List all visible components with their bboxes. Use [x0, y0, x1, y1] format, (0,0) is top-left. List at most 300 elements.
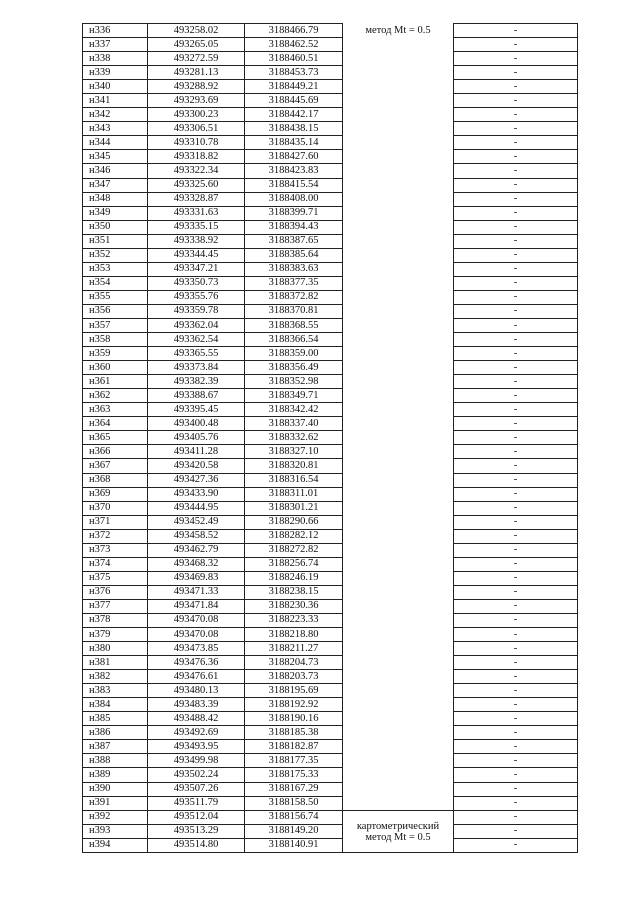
x-coordinate-cell: 493483.39 — [148, 698, 245, 712]
accuracy-cell: - — [454, 248, 578, 262]
y-coordinate-cell: 3188158.50 — [245, 796, 343, 810]
accuracy-cell: - — [454, 810, 578, 824]
accuracy-cell: - — [454, 375, 578, 389]
x-coordinate-cell: 493411.28 — [148, 445, 245, 459]
point-id-cell: н350 — [83, 220, 148, 234]
y-coordinate-cell: 3188223.33 — [245, 613, 343, 627]
x-coordinate-cell: 493322.34 — [148, 164, 245, 178]
point-id-cell: н377 — [83, 599, 148, 613]
accuracy-cell: - — [454, 740, 578, 754]
table-row — [83, 473, 578, 487]
x-coordinate-cell: 493359.78 — [148, 304, 245, 318]
table-row — [83, 136, 578, 150]
y-coordinate-cell: 3188385.64 — [245, 248, 343, 262]
y-coordinate-cell: 3188246.19 — [245, 571, 343, 585]
y-coordinate-cell: 3188462.52 — [245, 38, 343, 52]
accuracy-cell: - — [454, 333, 578, 347]
y-coordinate-cell: 3188177.35 — [245, 754, 343, 768]
y-coordinate-cell: 3188301.21 — [245, 501, 343, 515]
accuracy-cell: - — [454, 585, 578, 599]
y-coordinate-cell: 3188140.91 — [245, 838, 343, 852]
x-coordinate-cell: 493344.45 — [148, 248, 245, 262]
method-cell — [343, 24, 454, 811]
x-coordinate-cell: 493480.13 — [148, 684, 245, 698]
point-id-cell: н376 — [83, 585, 148, 599]
point-id-cell: н362 — [83, 389, 148, 403]
y-coordinate-cell: 3188256.74 — [245, 557, 343, 571]
accuracy-cell: - — [454, 276, 578, 290]
y-coordinate-cell: 3188427.60 — [245, 150, 343, 164]
y-coordinate-cell: 3188327.10 — [245, 445, 343, 459]
table-row — [83, 698, 578, 712]
accuracy-cell: - — [454, 599, 578, 613]
y-coordinate-cell: 3188203.73 — [245, 670, 343, 684]
table-row — [83, 543, 578, 557]
x-coordinate-cell: 493331.63 — [148, 206, 245, 220]
x-coordinate-cell: 493325.60 — [148, 178, 245, 192]
y-coordinate-cell: 3188399.71 — [245, 206, 343, 220]
point-id-cell: н390 — [83, 782, 148, 796]
table-row — [83, 66, 578, 80]
y-coordinate-cell: 3188349.71 — [245, 389, 343, 403]
accuracy-cell: - — [454, 501, 578, 515]
table-row — [83, 403, 578, 417]
point-id-cell: н393 — [83, 824, 148, 838]
x-coordinate-cell: 493499.98 — [148, 754, 245, 768]
accuracy-cell: - — [454, 684, 578, 698]
x-coordinate-cell: 493388.67 — [148, 389, 245, 403]
x-coordinate-cell: 493469.83 — [148, 571, 245, 585]
y-coordinate-cell: 3188466.79 — [245, 24, 343, 38]
accuracy-cell: - — [454, 122, 578, 136]
table-row — [83, 220, 578, 234]
point-id-cell: н360 — [83, 361, 148, 375]
point-id-cell: н365 — [83, 431, 148, 445]
accuracy-cell: - — [454, 192, 578, 206]
point-id-cell: н378 — [83, 613, 148, 627]
accuracy-cell: - — [454, 712, 578, 726]
table-row — [83, 38, 578, 52]
point-id-cell: н352 — [83, 248, 148, 262]
x-coordinate-cell: 493265.05 — [148, 38, 245, 52]
x-coordinate-cell: 493473.85 — [148, 642, 245, 656]
table-row — [83, 375, 578, 389]
table-row — [83, 417, 578, 431]
table-row — [83, 262, 578, 276]
point-id-cell: н366 — [83, 445, 148, 459]
table-row — [83, 290, 578, 304]
accuracy-cell: - — [454, 318, 578, 332]
point-id-cell: н382 — [83, 670, 148, 684]
y-coordinate-cell: 3188387.65 — [245, 234, 343, 248]
table-row — [83, 515, 578, 529]
table-row — [83, 740, 578, 754]
x-coordinate-cell: 493493.95 — [148, 740, 245, 754]
y-coordinate-cell: 3188359.00 — [245, 347, 343, 361]
point-id-cell: н348 — [83, 192, 148, 206]
x-coordinate-cell: 493471.84 — [148, 599, 245, 613]
y-coordinate-cell: 3188372.82 — [245, 290, 343, 304]
y-coordinate-cell: 3188453.73 — [245, 66, 343, 80]
point-id-cell: н369 — [83, 487, 148, 501]
x-coordinate-cell: 493335.15 — [148, 220, 245, 234]
point-id-cell: н353 — [83, 262, 148, 276]
table-row — [83, 276, 578, 290]
point-id-cell: н337 — [83, 38, 148, 52]
y-coordinate-cell: 3188438.15 — [245, 122, 343, 136]
point-id-cell: н340 — [83, 80, 148, 94]
x-coordinate-cell: 493306.51 — [148, 122, 245, 136]
x-coordinate-cell: 493502.24 — [148, 768, 245, 782]
table-row — [83, 529, 578, 543]
x-coordinate-cell: 493362.04 — [148, 318, 245, 332]
method-note-top: метод Mt = 0.5 — [365, 24, 431, 36]
x-coordinate-cell: 493471.33 — [148, 585, 245, 599]
table-row — [83, 164, 578, 178]
accuracy-cell: - — [454, 515, 578, 529]
y-coordinate-cell: 3188211.27 — [245, 642, 343, 656]
y-coordinate-cell: 3188290.66 — [245, 515, 343, 529]
accuracy-cell: - — [454, 768, 578, 782]
x-coordinate-cell: 493476.61 — [148, 670, 245, 684]
y-coordinate-cell: 3188156.74 — [245, 810, 343, 824]
table-row — [83, 599, 578, 613]
y-coordinate-cell: 3188352.98 — [245, 375, 343, 389]
point-id-cell: н359 — [83, 347, 148, 361]
y-coordinate-cell: 3188370.81 — [245, 304, 343, 318]
x-coordinate-cell: 493355.76 — [148, 290, 245, 304]
table-row — [83, 838, 578, 852]
table-row — [83, 824, 578, 838]
table-row — [83, 585, 578, 599]
y-coordinate-cell: 3188282.12 — [245, 529, 343, 543]
point-id-cell: н363 — [83, 403, 148, 417]
x-coordinate-cell: 493328.87 — [148, 192, 245, 206]
point-id-cell: н389 — [83, 768, 148, 782]
point-id-cell: н374 — [83, 557, 148, 571]
point-id-cell: н338 — [83, 52, 148, 66]
table-row — [83, 24, 578, 38]
accuracy-cell: - — [454, 80, 578, 94]
method-note-bottom: картометрический метод Mt = 0.5 — [356, 820, 440, 843]
x-coordinate-cell: 493362.54 — [148, 333, 245, 347]
table-row — [83, 52, 578, 66]
x-coordinate-cell: 493512.04 — [148, 810, 245, 824]
table-row — [83, 613, 578, 627]
accuracy-cell: - — [454, 571, 578, 585]
x-coordinate-cell: 493395.45 — [148, 403, 245, 417]
point-id-cell: н347 — [83, 178, 148, 192]
accuracy-cell: - — [454, 459, 578, 473]
accuracy-cell: - — [454, 108, 578, 122]
accuracy-cell: - — [454, 290, 578, 304]
point-id-cell: н392 — [83, 810, 148, 824]
table-row — [83, 656, 578, 670]
x-coordinate-cell: 493288.92 — [148, 80, 245, 94]
y-coordinate-cell: 3188272.82 — [245, 543, 343, 557]
x-coordinate-cell: 493470.08 — [148, 613, 245, 627]
point-id-cell: н386 — [83, 726, 148, 740]
table-row — [83, 782, 578, 796]
accuracy-cell: - — [454, 543, 578, 557]
table-row — [83, 108, 578, 122]
accuracy-cell: - — [454, 838, 578, 852]
y-coordinate-cell: 3188238.15 — [245, 585, 343, 599]
point-id-cell: н391 — [83, 796, 148, 810]
accuracy-cell: - — [454, 52, 578, 66]
point-id-cell: н371 — [83, 515, 148, 529]
x-coordinate-cell: 493511.79 — [148, 796, 245, 810]
accuracy-cell: - — [454, 150, 578, 164]
point-id-cell: н388 — [83, 754, 148, 768]
accuracy-cell: - — [454, 642, 578, 656]
y-coordinate-cell: 3188342.42 — [245, 403, 343, 417]
accuracy-cell: - — [454, 431, 578, 445]
y-coordinate-cell: 3188190.16 — [245, 712, 343, 726]
point-id-cell: н383 — [83, 684, 148, 698]
accuracy-cell: - — [454, 403, 578, 417]
y-coordinate-cell: 3188175.33 — [245, 768, 343, 782]
accuracy-cell: - — [454, 206, 578, 220]
accuracy-cell: - — [454, 445, 578, 459]
coordinates-table-body — [83, 24, 578, 853]
y-coordinate-cell: 3188182.87 — [245, 740, 343, 754]
y-coordinate-cell: 3188366.54 — [245, 333, 343, 347]
coordinates-table — [82, 23, 578, 853]
y-coordinate-cell: 3188230.36 — [245, 599, 343, 613]
accuracy-cell: - — [454, 178, 578, 192]
point-id-cell: н364 — [83, 417, 148, 431]
x-coordinate-cell: 493347.21 — [148, 262, 245, 276]
y-coordinate-cell: 3188449.21 — [245, 80, 343, 94]
accuracy-cell: - — [454, 529, 578, 543]
y-coordinate-cell: 3188415.54 — [245, 178, 343, 192]
x-coordinate-cell: 493452.49 — [148, 515, 245, 529]
point-id-cell: н387 — [83, 740, 148, 754]
x-coordinate-cell: 493300.23 — [148, 108, 245, 122]
table-row — [83, 234, 578, 248]
x-coordinate-cell: 493444.95 — [148, 501, 245, 515]
accuracy-cell: - — [454, 262, 578, 276]
point-id-cell: н384 — [83, 698, 148, 712]
table-row — [83, 571, 578, 585]
y-coordinate-cell: 3188332.62 — [245, 431, 343, 445]
accuracy-cell: - — [454, 698, 578, 712]
accuracy-cell: - — [454, 304, 578, 318]
x-coordinate-cell: 493507.26 — [148, 782, 245, 796]
y-coordinate-cell: 3188167.29 — [245, 782, 343, 796]
table-row — [83, 796, 578, 810]
y-coordinate-cell: 3188442.17 — [245, 108, 343, 122]
point-id-cell: н373 — [83, 543, 148, 557]
table-row — [83, 768, 578, 782]
point-id-cell: н342 — [83, 108, 148, 122]
table-row — [83, 670, 578, 684]
x-coordinate-cell: 493318.82 — [148, 150, 245, 164]
y-coordinate-cell: 3188423.83 — [245, 164, 343, 178]
table-row — [83, 122, 578, 136]
point-id-cell: н367 — [83, 459, 148, 473]
table-row — [83, 389, 578, 403]
point-id-cell: н357 — [83, 318, 148, 332]
table-row — [83, 150, 578, 164]
point-id-cell: н354 — [83, 276, 148, 290]
point-id-cell: н394 — [83, 838, 148, 852]
accuracy-cell: - — [454, 417, 578, 431]
accuracy-cell: - — [454, 389, 578, 403]
accuracy-cell: - — [454, 473, 578, 487]
x-coordinate-cell: 493492.69 — [148, 726, 245, 740]
accuracy-cell: - — [454, 487, 578, 501]
x-coordinate-cell: 493405.76 — [148, 431, 245, 445]
x-coordinate-cell: 493258.02 — [148, 24, 245, 38]
point-id-cell: н380 — [83, 642, 148, 656]
accuracy-cell: - — [454, 220, 578, 234]
table-row — [83, 712, 578, 726]
table-row — [83, 347, 578, 361]
accuracy-cell: - — [454, 361, 578, 375]
point-id-cell: н381 — [83, 656, 148, 670]
accuracy-cell: - — [454, 670, 578, 684]
point-id-cell: н351 — [83, 234, 148, 248]
point-id-cell: н341 — [83, 94, 148, 108]
accuracy-cell: - — [454, 656, 578, 670]
table-row — [83, 726, 578, 740]
y-coordinate-cell: 3188435.14 — [245, 136, 343, 150]
table-row — [83, 178, 578, 192]
x-coordinate-cell: 493458.52 — [148, 529, 245, 543]
method-cell-bottom — [343, 810, 454, 852]
table-row — [83, 557, 578, 571]
y-coordinate-cell: 3188356.49 — [245, 361, 343, 375]
point-id-cell: н358 — [83, 333, 148, 347]
accuracy-cell: - — [454, 24, 578, 38]
accuracy-cell: - — [454, 347, 578, 361]
y-coordinate-cell: 3188383.63 — [245, 262, 343, 276]
table-row — [83, 754, 578, 768]
table-row — [83, 431, 578, 445]
y-coordinate-cell: 3188311.01 — [245, 487, 343, 501]
y-coordinate-cell: 3188204.73 — [245, 656, 343, 670]
y-coordinate-cell: 3188316.54 — [245, 473, 343, 487]
y-coordinate-cell: 3188368.55 — [245, 318, 343, 332]
point-id-cell: н336 — [83, 24, 148, 38]
accuracy-cell: - — [454, 94, 578, 108]
table-row — [83, 192, 578, 206]
y-coordinate-cell: 3188320.81 — [245, 459, 343, 473]
table-row — [83, 206, 578, 220]
accuracy-cell: - — [454, 613, 578, 627]
table-row — [83, 248, 578, 262]
point-id-cell: н370 — [83, 501, 148, 515]
x-coordinate-cell: 493513.29 — [148, 824, 245, 838]
table-row — [83, 333, 578, 347]
x-coordinate-cell: 493476.36 — [148, 656, 245, 670]
x-coordinate-cell: 493433.90 — [148, 487, 245, 501]
x-coordinate-cell: 493310.78 — [148, 136, 245, 150]
accuracy-cell: - — [454, 136, 578, 150]
y-coordinate-cell: 3188337.40 — [245, 417, 343, 431]
accuracy-cell: - — [454, 66, 578, 80]
x-coordinate-cell: 493468.32 — [148, 557, 245, 571]
x-coordinate-cell: 493420.58 — [148, 459, 245, 473]
x-coordinate-cell: 493470.08 — [148, 628, 245, 642]
point-id-cell: н385 — [83, 712, 148, 726]
accuracy-cell: - — [454, 164, 578, 178]
point-id-cell: н356 — [83, 304, 148, 318]
point-id-cell: н372 — [83, 529, 148, 543]
point-id-cell: н339 — [83, 66, 148, 80]
table-row — [83, 318, 578, 332]
x-coordinate-cell: 493488.42 — [148, 712, 245, 726]
x-coordinate-cell: 493514.80 — [148, 838, 245, 852]
accuracy-cell: - — [454, 557, 578, 571]
accuracy-cell: - — [454, 726, 578, 740]
x-coordinate-cell: 493281.13 — [148, 66, 245, 80]
x-coordinate-cell: 493427.36 — [148, 473, 245, 487]
x-coordinate-cell: 493462.79 — [148, 543, 245, 557]
y-coordinate-cell: 3188195.69 — [245, 684, 343, 698]
y-coordinate-cell: 3188185.38 — [245, 726, 343, 740]
y-coordinate-cell: 3188445.69 — [245, 94, 343, 108]
y-coordinate-cell: 3188394.43 — [245, 220, 343, 234]
accuracy-cell: - — [454, 628, 578, 642]
table-row — [83, 501, 578, 515]
x-coordinate-cell: 493350.73 — [148, 276, 245, 290]
table-row — [83, 810, 578, 824]
accuracy-cell: - — [454, 754, 578, 768]
x-coordinate-cell: 493400.48 — [148, 417, 245, 431]
point-id-cell: н368 — [83, 473, 148, 487]
x-coordinate-cell: 493382.39 — [148, 375, 245, 389]
table-row — [83, 628, 578, 642]
table-row — [83, 445, 578, 459]
point-id-cell: н349 — [83, 206, 148, 220]
table-row — [83, 684, 578, 698]
y-coordinate-cell: 3188192.92 — [245, 698, 343, 712]
point-id-cell: н345 — [83, 150, 148, 164]
accuracy-cell: - — [454, 38, 578, 52]
point-id-cell: н346 — [83, 164, 148, 178]
accuracy-cell: - — [454, 234, 578, 248]
table-row — [83, 459, 578, 473]
y-coordinate-cell: 3188218.80 — [245, 628, 343, 642]
point-id-cell: н379 — [83, 628, 148, 642]
y-coordinate-cell: 3188149.20 — [245, 824, 343, 838]
point-id-cell: н361 — [83, 375, 148, 389]
x-coordinate-cell: 493338.92 — [148, 234, 245, 248]
point-id-cell: н343 — [83, 122, 148, 136]
table-row — [83, 361, 578, 375]
y-coordinate-cell: 3188377.35 — [245, 276, 343, 290]
table-row — [83, 487, 578, 501]
accuracy-cell: - — [454, 824, 578, 838]
table-row — [83, 94, 578, 108]
x-coordinate-cell: 493293.69 — [148, 94, 245, 108]
table-row — [83, 80, 578, 94]
x-coordinate-cell: 493365.55 — [148, 347, 245, 361]
x-coordinate-cell: 493272.59 — [148, 52, 245, 66]
accuracy-cell: - — [454, 782, 578, 796]
accuracy-cell: - — [454, 796, 578, 810]
y-coordinate-cell: 3188460.51 — [245, 52, 343, 66]
table-row — [83, 304, 578, 318]
point-id-cell: н355 — [83, 290, 148, 304]
y-coordinate-cell: 3188408.00 — [245, 192, 343, 206]
table-row — [83, 642, 578, 656]
point-id-cell: н375 — [83, 571, 148, 585]
x-coordinate-cell: 493373.84 — [148, 361, 245, 375]
